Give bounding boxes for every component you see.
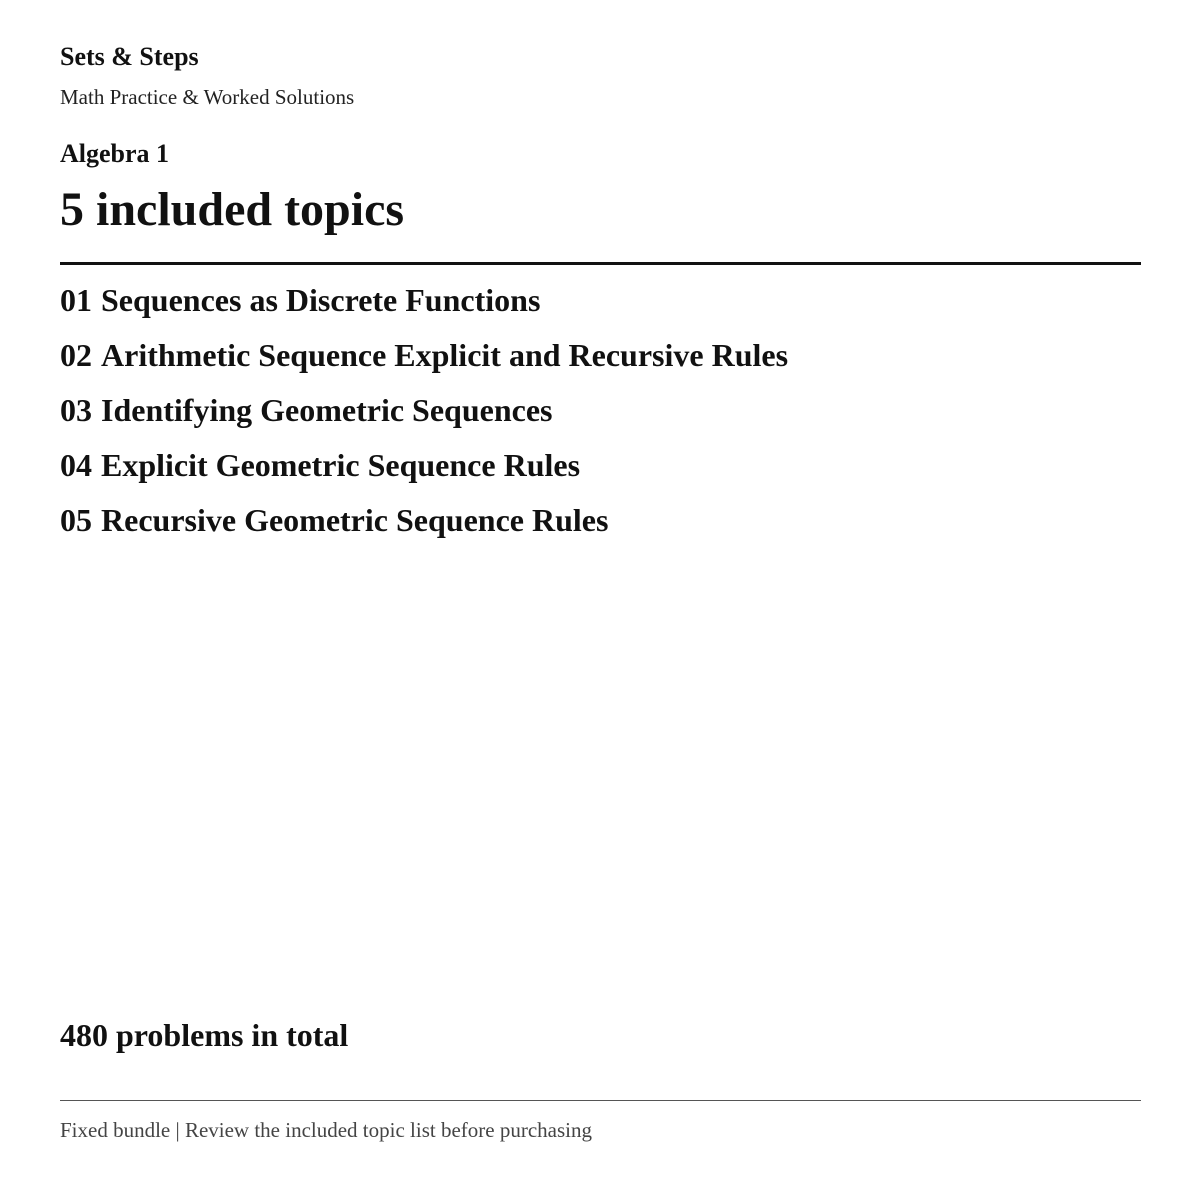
footer-note: Fixed bundle | Review the included topic list before purchasing <box>60 1118 592 1142</box>
topic-title: Identifying Geometric Sequences <box>101 392 553 428</box>
topic-title: Arithmetic Sequence Explicit and Recursive Rules <box>101 337 789 373</box>
topic-item <box>60 280 788 335</box>
topic-item <box>60 445 788 500</box>
brand-tagline: Math Practice & Worked Solutions <box>60 85 355 109</box>
topic-item <box>60 500 788 555</box>
topic-number: 05 <box>60 502 92 538</box>
topic-number: 04 <box>60 447 92 483</box>
topic-number: 02 <box>60 337 92 373</box>
problem-total: 480 problems in total <box>60 1017 349 1053</box>
topic-number: 01 <box>60 282 92 318</box>
topic-list <box>60 280 788 555</box>
topic-title: Explicit Geometric Sequence Rules <box>101 447 581 483</box>
topic-title: Recursive Geometric Sequence Rules <box>101 502 609 538</box>
divider-bottom <box>60 1100 1141 1101</box>
brand-name: Sets & Steps <box>60 42 199 71</box>
topic-item <box>60 390 788 445</box>
topic-number: 03 <box>60 392 92 428</box>
page-title: 5 included topics <box>60 183 405 236</box>
topic-item <box>60 335 788 390</box>
topic-title: Sequences as Discrete Functions <box>101 282 541 318</box>
divider-top <box>60 262 1141 265</box>
course-label: Algebra 1 <box>60 139 170 168</box>
